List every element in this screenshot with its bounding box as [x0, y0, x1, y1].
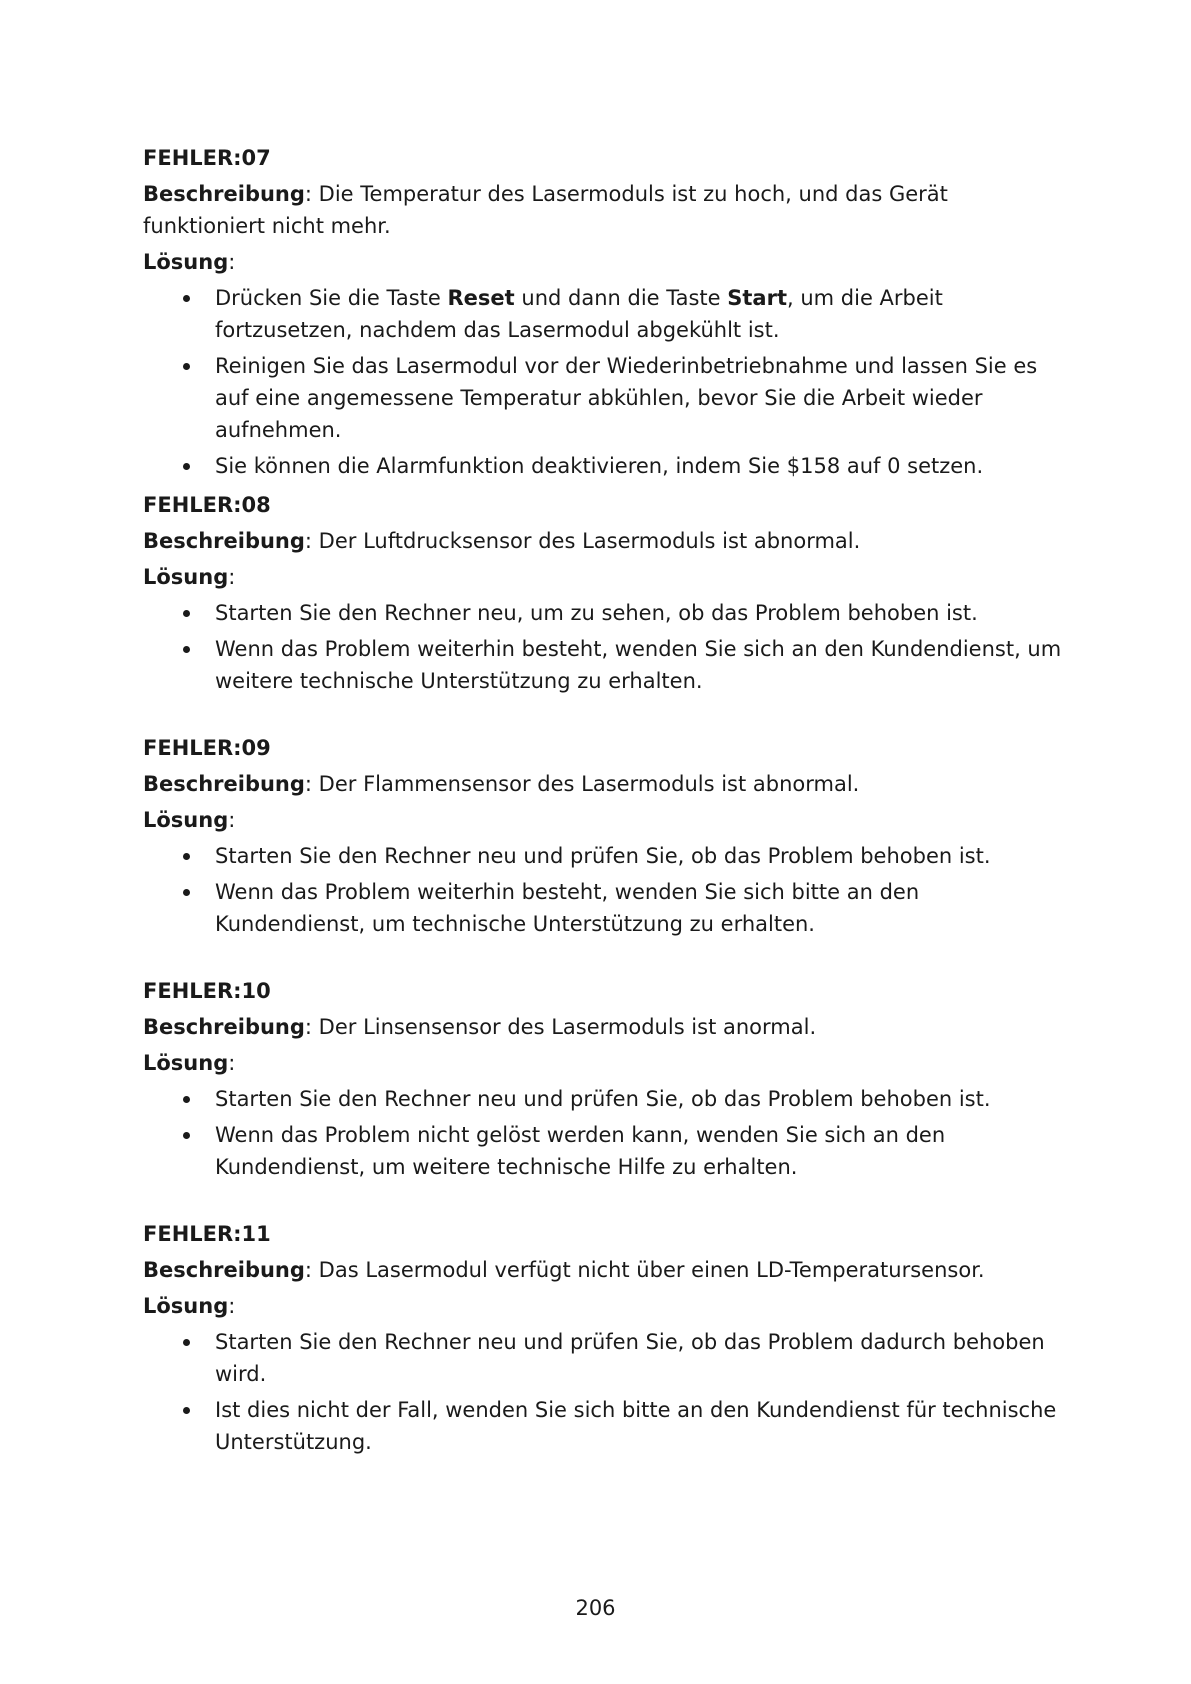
- description-text: : Der Luftdrucksensor des Lasermoduls ist abnormal.: [304, 529, 861, 553]
- list-item: Starten Sie den Rechner neu und prüfen Sie, ob das Problem behoben ist.: [143, 1083, 1063, 1115]
- solution-heading: Lösung:: [143, 1294, 236, 1318]
- error-section-07: [143, 142, 1063, 486]
- list-item: Reinigen Sie das Lasermodul vor der Wiederinbetriebnahme und lassen Sie es auf eine angemessene Temperatur abkühlen, bevor Sie die Arbeit wieder aufnehmen.: [143, 350, 1063, 446]
- page-number: 206: [575, 1596, 616, 1620]
- list-item: Sie können die Alarmfunktion deaktivieren, indem Sie $158 auf 0 setzen.: [143, 450, 1063, 482]
- solution-heading: Lösung:: [143, 250, 236, 274]
- solution-heading: Lösung:: [143, 565, 236, 589]
- description-text: : Der Linsensensor des Lasermoduls ist anormal.: [304, 1015, 817, 1039]
- description-label: Beschreibung: [143, 1015, 305, 1039]
- list-item: Wenn das Problem weiterhin besteht, wenden Sie sich bitte an den Kundendienst, um technische Unterstützung zu erhalten.: [143, 876, 1063, 940]
- list-item: Drücken Sie die Taste Reset und dann die Taste Start, um die Arbeit fortzusetzen, nachdem das Lasermodul abgekühlt ist.: [143, 282, 1063, 346]
- list-item: Wenn das Problem nicht gelöst werden kann, wenden Sie sich an den Kundendienst, um weitere technische Hilfe zu erhalten.: [143, 1119, 1063, 1183]
- description-text: : Der Flammensensor des Lasermoduls ist abnormal.: [304, 772, 860, 796]
- description-label: Beschreibung: [143, 772, 305, 796]
- description: [143, 1254, 1063, 1286]
- reset-key-label: Reset: [447, 286, 515, 310]
- solution-heading: Lösung:: [143, 1051, 236, 1075]
- description: [143, 1011, 1063, 1043]
- solution-label: Lösung: [143, 808, 229, 832]
- description-label: Beschreibung: [143, 529, 305, 553]
- error-title: FEHLER:07: [143, 146, 271, 170]
- error-section-11: [143, 1218, 1063, 1462]
- description: [143, 178, 1063, 242]
- solution-label: Lösung: [143, 1294, 229, 1318]
- solution-list: [143, 597, 1063, 697]
- solution-list: [143, 1326, 1063, 1458]
- list-item: Starten Sie den Rechner neu, um zu sehen, ob das Problem behoben ist.: [143, 597, 1063, 629]
- description-label: Beschreibung: [143, 182, 305, 206]
- start-key-label: Start: [727, 286, 787, 310]
- error-title: FEHLER:08: [143, 493, 271, 517]
- solution-label: Lösung: [143, 1051, 229, 1075]
- description: [143, 768, 1063, 800]
- list-item: Starten Sie den Rechner neu und prüfen Sie, ob das Problem dadurch behoben wird.: [143, 1326, 1063, 1390]
- solution-label: Lösung: [143, 565, 229, 589]
- error-title: FEHLER:09: [143, 736, 271, 760]
- solution-list: [143, 282, 1063, 482]
- description-text: : Die Temperatur des Lasermoduls ist zu hoch, und das Gerät funktioniert nicht mehr.: [143, 182, 948, 238]
- description: [143, 525, 1063, 557]
- solution-list: [143, 1083, 1063, 1183]
- error-title: FEHLER:10: [143, 979, 271, 1003]
- solution-list: [143, 840, 1063, 940]
- description-label: Beschreibung: [143, 1258, 305, 1282]
- list-item: Starten Sie den Rechner neu und prüfen Sie, ob das Problem behoben ist.: [143, 840, 1063, 872]
- error-section-10: [143, 975, 1063, 1187]
- error-section-09: [143, 732, 1063, 944]
- description-text: : Das Lasermodul verfügt nicht über einen LD-Temperatursensor.: [304, 1258, 985, 1282]
- error-title: FEHLER:11: [143, 1222, 271, 1246]
- solution-heading: Lösung:: [143, 808, 236, 832]
- solution-label: Lösung: [143, 250, 229, 274]
- list-item: Wenn das Problem weiterhin besteht, wenden Sie sich an den Kundendienst, um weitere technische Unterstützung zu erhalten.: [143, 633, 1063, 697]
- list-item: Ist dies nicht der Fall, wenden Sie sich bitte an den Kundendienst für technische Unterstützung.: [143, 1394, 1063, 1458]
- error-section-08: [143, 489, 1063, 701]
